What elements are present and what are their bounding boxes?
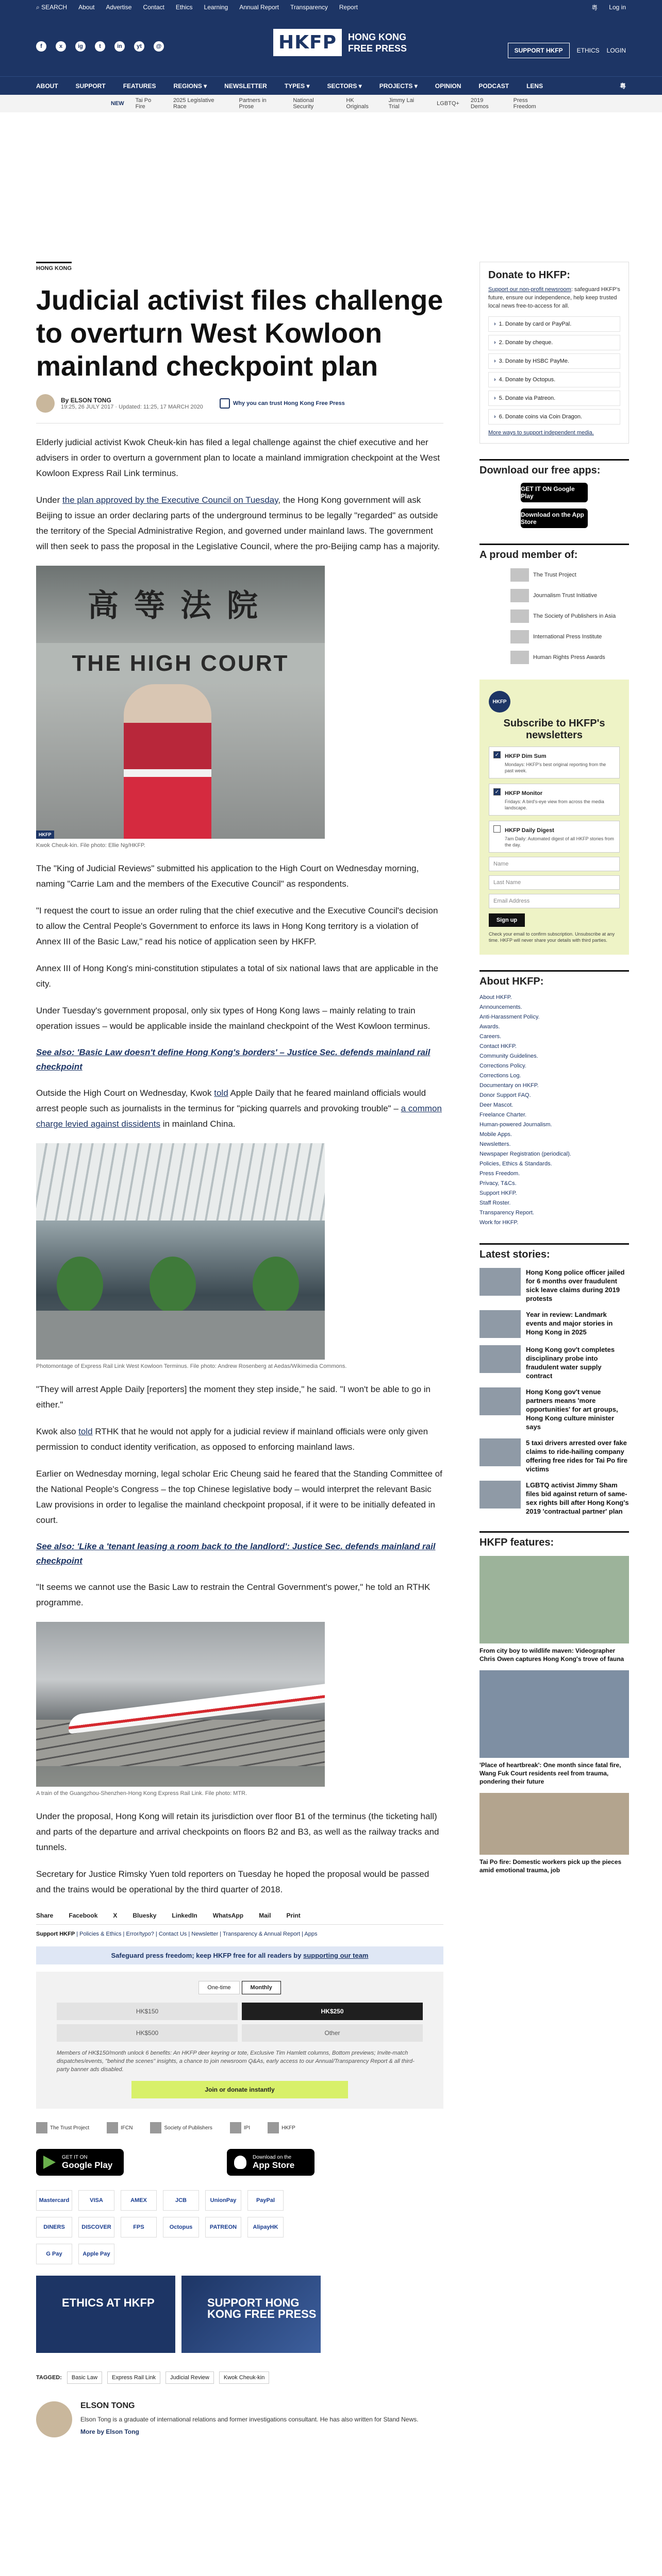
amount-options bbox=[57, 2003, 423, 2042]
top-utility-bar bbox=[0, 0, 662, 14]
visa-icon[interactable]: VISA bbox=[78, 2190, 114, 2211]
ethics-link[interactable]: Ethics bbox=[175, 4, 193, 11]
see-also-link[interactable]: See also: 'Basic Law doesn't define Hong Kong's borders' – Justice Sec. defends mainland rail checkpoint bbox=[36, 1047, 431, 1072]
exco-plan-link[interactable]: the plan approved by the Executive Council on Tuesday bbox=[62, 495, 278, 505]
nav-support[interactable]: SUPPORT bbox=[75, 82, 106, 90]
donate-card-option[interactable]: › 1. Donate by card or PayPal. bbox=[488, 316, 620, 332]
feature-image bbox=[479, 1670, 629, 1758]
google-play-button[interactable]: GET IT ON Google Play bbox=[36, 2149, 124, 2176]
nav-podcast[interactable]: PODCAST bbox=[478, 82, 509, 90]
paragraph: "They will arrest Apple Daily [reporters] the moment they step inside," he said. "I won't be able to go in either." bbox=[36, 1384, 431, 1410]
trending-2019-demos[interactable]: 2019 Demos bbox=[470, 97, 489, 110]
paragraph: "I request the court to issue an order ruling that the chief executive and the Executive Council's decision to allow the Central People's Government to enforce its laws in Hong Kong territory is a violation of Annex III of the Basic Law," read his notice of application seen by HKFP. bbox=[36, 906, 438, 946]
about-item[interactable]: Policies, Ethics & Standards. bbox=[479, 1161, 552, 1167]
donate-title: Donate to HKFP: bbox=[488, 269, 570, 281]
email-input[interactable]: Email Address bbox=[489, 894, 620, 908]
unionpay-icon[interactable]: UnionPay bbox=[205, 2190, 241, 2211]
paragraph: The "King of Judicial Reviews" submitted his application to the High Court on Wednesday morning, naming "Carrie Lam and the members of the Executive Council" as respondents. bbox=[36, 863, 419, 889]
membership-note: Members of HK$150/month unlock 6 benefits: An HKFP deer keyring or tote, Exclusive Tim Hamlett columns, Bottom previews; Invite-match dispatches/events, "behind the scenes" insights, a chance to join newsroom Q&As, early access to our Annual/Transparency Report & all third-party banner ads disabled. bbox=[57, 2050, 415, 2073]
article-category[interactable]: HONG KONG bbox=[36, 262, 72, 272]
paragraph: Kwok also told RTHK that he would not apply for a judicial review if mainland officials were only given permission to conduct identity verification, as opposed to enforcing mainland laws. bbox=[36, 1427, 428, 1452]
newsletter-link[interactable]: Newsletter bbox=[191, 1931, 219, 1937]
facebook-icon[interactable]: f bbox=[36, 41, 46, 52]
story-thumbnail bbox=[479, 1481, 521, 1509]
hkfp-badge-icon: HKFP bbox=[489, 691, 510, 713]
fps-icon[interactable]: FPS bbox=[121, 2217, 157, 2238]
one-time-tab[interactable]: One-time bbox=[198, 1981, 239, 1994]
article-date: 19:25, 26 JULY 2017 · Updated: 11:25, 17 MARCH 2020 bbox=[61, 404, 203, 410]
share-print[interactable]: Print bbox=[286, 1912, 301, 1919]
about-item[interactable]: Announcements. bbox=[479, 1004, 522, 1010]
paragraph: Outside the High Court on Wednesday, Kwok told Apple Daily that he feared mainland officials would arrest people such as journalists in the terminus for "picking quarrels and provoking trouble" – a common charge levied against dissidents in mainland China. bbox=[36, 1088, 442, 1129]
author-name[interactable]: By ELSON TONG bbox=[61, 397, 111, 404]
gpay-icon[interactable]: G Pay bbox=[36, 2244, 72, 2264]
latest-story[interactable]: Year in review: Landmark events and major stories in Hong Kong in 2025 bbox=[479, 1310, 629, 1338]
about-item[interactable]: Contact HKFP. bbox=[479, 1043, 517, 1049]
newsletter-monitor[interactable]: ✓ HKFP Monitor Fridays: A bird's-eye view from across the media landscape. bbox=[489, 784, 620, 816]
donate-payme-option[interactable]: › 3. Donate by HSBC PayMe. bbox=[488, 353, 620, 369]
tags-label: TAGGED: bbox=[36, 2375, 62, 2381]
paragraph: Elderly judicial activist Kwok Cheuk-kin has filed a legal challenge against the chief executive and her advisers in order to overturn a government plan to locate a mainland immigration checkpoint at the West Kowloon Express Rail Link terminus. bbox=[36, 437, 440, 478]
transparency-link[interactable]: Transparency bbox=[290, 4, 328, 11]
nav-lens[interactable]: LENS bbox=[526, 82, 543, 90]
paragraph: "It seems we cannot use the Basic Law to restrain the Central Government's power," he told an RTHK programme. bbox=[36, 1582, 431, 1607]
policy-links: Support HKFP | Policies & Ethics | Error/typo? | Contact Us | Newsletter | Transparency & Annual Report | Apps bbox=[36, 1931, 318, 1937]
amount-250[interactable]: HK$250 bbox=[242, 2003, 423, 2020]
app-store-button[interactable]: Download on the App Store bbox=[227, 2149, 315, 2176]
topbar-login[interactable]: Log in bbox=[609, 4, 626, 11]
about-item[interactable]: Mobile Apps. bbox=[479, 1131, 512, 1138]
checkbox-checked-icon[interactable]: ✓ bbox=[493, 751, 501, 758]
about-item[interactable]: Anti-Harassment Policy. bbox=[479, 1014, 540, 1020]
trust-link[interactable]: Why you can trust Hong Kong Free Press bbox=[220, 398, 345, 409]
feature-card[interactable]: From city boy to wildlife maven: Videographer Chris Owen captures Hong Kong's trove of fauna bbox=[479, 1556, 629, 1663]
checkbox-checked-icon[interactable]: ✓ bbox=[493, 788, 501, 795]
nav-opinion[interactable]: OPINION bbox=[435, 82, 461, 90]
share-facebook[interactable]: Facebook bbox=[69, 1912, 98, 1919]
frequency-toggle bbox=[57, 1981, 423, 1994]
trending-nav bbox=[0, 95, 662, 112]
amex-icon[interactable]: AMEX bbox=[121, 2190, 157, 2211]
header-actions bbox=[508, 43, 626, 58]
share-label: Share bbox=[36, 1912, 54, 1919]
amount-150[interactable]: HK$150 bbox=[57, 2003, 238, 2020]
member-ipi[interactable]: International Press Institute bbox=[510, 630, 629, 643]
sidebar bbox=[479, 262, 629, 1874]
story-thumbnail bbox=[479, 1438, 521, 1466]
latest-story[interactable]: Hong Kong police officer jailed for 6 months over fraudulent sick leave claims during 2019 protests bbox=[479, 1268, 629, 1303]
nav-regions[interactable]: REGIONS ▾ bbox=[173, 82, 207, 90]
nav-language[interactable]: 粵 bbox=[619, 82, 626, 90]
support-banner[interactable]: SUPPORT HONG KONG FREE PRESS bbox=[181, 2276, 321, 2353]
figure-train bbox=[36, 1622, 443, 1798]
sidebar-app-store[interactable]: Download on the App Store bbox=[521, 509, 588, 528]
share-x[interactable]: X bbox=[113, 1912, 118, 1919]
newsletter-daily-digest[interactable]: HKFP Daily Digest 7am Daily: Automated digest of all HKFP stories from the day. bbox=[489, 821, 620, 853]
language-link[interactable]: 粵 bbox=[591, 4, 598, 11]
about-item[interactable]: Community Guidelines. bbox=[479, 1053, 538, 1059]
annual-report-link[interactable]: Annual Report bbox=[239, 4, 279, 11]
search-link[interactable]: ⌕ SEARCH bbox=[36, 3, 68, 11]
about-item[interactable]: Freelance Charter. bbox=[479, 1112, 527, 1118]
paragraph: Under Tuesday's government proposal, only six types of Hong Kong laws – mainly relating to train operation issues – would be applicable inside the mainland checkpoint of the West Kowloon terminus. bbox=[36, 1006, 431, 1031]
story-thumbnail bbox=[479, 1310, 521, 1338]
about-item[interactable]: Corrections Policy. bbox=[479, 1063, 526, 1069]
applepay-icon[interactable]: Apple Pay bbox=[78, 2244, 114, 2264]
figure-kwok bbox=[36, 566, 443, 850]
logo-mark: HKFP bbox=[273, 29, 342, 56]
apps-title: Download our free apps: bbox=[479, 459, 629, 477]
author-bio: Elson Tong is a graduate of international relations and former investigations consultant. He has also written for Stand News. bbox=[80, 2416, 419, 2423]
about-item[interactable]: Donor Support FAQ. bbox=[479, 1092, 531, 1098]
hkfp-logo-small[interactable]: HKFP bbox=[268, 2122, 295, 2133]
donate-intro: Support our non-profit newsroom: safeguard HKFP's future, ensure our independence, help keep trusted local news free-to-access for all. bbox=[488, 286, 620, 309]
about-item[interactable]: Newspaper Registration (periodical). bbox=[479, 1151, 571, 1157]
latest-story[interactable]: LGBTQ activist Jimmy Sham files bid against return of same-sex rights bill after Hong Kong's 2019 'contractual partner' plan bbox=[479, 1481, 629, 1516]
checkbox-icon[interactable] bbox=[493, 825, 501, 833]
jcb-icon[interactable]: JCB bbox=[163, 2190, 199, 2211]
donate-coins-option[interactable]: › 6. Donate coins via Coin Dragon. bbox=[488, 409, 620, 425]
paypal-icon[interactable]: PayPal bbox=[247, 2190, 284, 2211]
nav-sectors[interactable]: SECTORS ▾ bbox=[327, 82, 362, 90]
signup-button[interactable]: Sign up bbox=[489, 913, 525, 927]
newsletter-dim-sum[interactable]: ✓ HKFP Dim Sum Mondays: HKFP's best original reporting from the past week. bbox=[489, 747, 620, 778]
nav-types[interactable]: TYPES ▾ bbox=[284, 82, 310, 90]
about-item[interactable]: Documentary on HKFP. bbox=[479, 1082, 539, 1089]
donate-options bbox=[488, 316, 620, 425]
dissidents-link[interactable]: a common charge levied against dissidents bbox=[36, 1104, 442, 1129]
about-item[interactable]: Work for HKFP. bbox=[479, 1219, 519, 1226]
latest-title: Latest stories: bbox=[479, 1243, 629, 1261]
support-hkfp-button[interactable]: SUPPORT HKFP bbox=[508, 43, 570, 58]
trust-badge-icon bbox=[220, 398, 230, 409]
newsletter-title: Subscribe to HKFP's newsletters bbox=[503, 718, 605, 741]
feature-card[interactable]: Tai Po fire: Domestic workers pick up the pieces amid emotional trauma, job bbox=[479, 1793, 629, 1874]
ethics-banner[interactable]: ETHICS AT HKFP bbox=[36, 2276, 175, 2353]
paragraph: Secretary for Justice Rimsky Yuen told reporters on Tuesday he hoped the proposal would be passed and the trains would be operational by the third quarter of 2018. bbox=[36, 1869, 429, 1894]
member-list bbox=[479, 568, 629, 664]
rthk-link[interactable]: told bbox=[78, 1427, 93, 1436]
more-ways-link[interactable]: More ways to support independent media. bbox=[488, 430, 594, 436]
social-links bbox=[36, 41, 164, 52]
share-linkedin[interactable]: LinkedIn bbox=[172, 1912, 197, 1919]
feature-image bbox=[479, 1556, 629, 1643]
sopa-logo[interactable]: Society of Publishers bbox=[150, 2122, 212, 2133]
sidebar-google-play[interactable]: GET IT ON Google Play bbox=[521, 483, 588, 502]
member-hrpa[interactable]: Human Rights Press Awards bbox=[510, 651, 629, 664]
mastercard-icon[interactable]: Mastercard bbox=[36, 2190, 72, 2211]
about-item[interactable]: Support HKFP. bbox=[479, 1190, 517, 1196]
article bbox=[36, 262, 443, 2437]
latest-story[interactable]: Hong Kong gov't venue partners means 'more opportunities' for art groups, Hong Kong culture minister says bbox=[479, 1387, 629, 1431]
terminus-photo bbox=[36, 1143, 325, 1360]
search-icon: ⌕ bbox=[36, 3, 40, 11]
latest-story[interactable]: Hong Kong gov't completes disciplinary probe into fraudulent water supply contract bbox=[479, 1345, 629, 1380]
octopus-icon[interactable]: Octopus bbox=[163, 2217, 199, 2238]
trust-project-logo[interactable]: The Trust Project bbox=[36, 2122, 89, 2133]
story-thumbnail bbox=[479, 1345, 521, 1373]
latest-story[interactable]: 5 taxi drivers arrested over fake claims to ride-hailing company offering free rides for Tai Po fire victims bbox=[479, 1438, 629, 1473]
donate-patreon-option[interactable]: › 5. Donate via Patreon. bbox=[488, 391, 620, 406]
tag-judicial-review[interactable]: Judicial Review bbox=[166, 2371, 214, 2384]
discover-icon[interactable]: DISCOVER bbox=[78, 2217, 114, 2238]
patreon-icon[interactable]: PATREON bbox=[205, 2217, 241, 2238]
paragraph: Earlier on Wednesday morning, legal scholar Eric Cheung said he feared that the Standing Committee of the National People's Congress – the top Chinese legislative body – would interpret the relevant Basic Law provisions in order to legalise the mainland checkpoint proposal, if it were to be initially defeated in court. bbox=[36, 1469, 442, 1525]
author-box-name[interactable]: ELSON TONG bbox=[80, 2401, 135, 2410]
monthly-tab[interactable]: Monthly bbox=[242, 1981, 281, 1994]
last-name-input[interactable]: Last Name bbox=[489, 875, 620, 890]
newsletter-note: Check your email to confirm subscription. Unsubscribe at any time. HKFP will never share your details with third parties. bbox=[489, 931, 615, 943]
author-avatar bbox=[36, 394, 55, 413]
paragraph: Annex III of Hong Kong's mini-constitution stipulates a total of six national laws that are applicable in the city. bbox=[36, 963, 439, 989]
trending-press-freedom[interactable]: Press Freedom bbox=[513, 97, 536, 110]
apps-link[interactable]: Apps bbox=[304, 1931, 318, 1937]
nonprofit-link[interactable]: Support our non-profit newsroom bbox=[488, 286, 571, 293]
about-title: About HKFP: bbox=[479, 970, 629, 988]
train-photo bbox=[36, 1622, 325, 1787]
paragraph: Under the plan approved by the Executive Council on Tuesday, the Hong Kong government will ask Beijing to issue an order declaring parts of the underground terminus to be legally "regarded" as outside the territory of the Special Administrative Region, and governed under mainland laws. The government will then seek to pass the proposal in the Legislative Council, where the pro-Beijing camp has a majority. bbox=[36, 495, 440, 551]
member-jti[interactable]: Journalism Trust Initiative bbox=[510, 589, 629, 602]
error-link[interactable]: Error/typo? bbox=[126, 1931, 154, 1937]
advertise-link[interactable]: Advertise bbox=[106, 4, 132, 11]
contact-us-link[interactable]: Contact Us bbox=[158, 1931, 187, 1937]
share-mail[interactable]: Mail bbox=[259, 1912, 271, 1919]
trending-lgbtq[interactable]: LGBTQ+ bbox=[437, 100, 459, 107]
share-bluesky[interactable]: Bluesky bbox=[133, 1912, 157, 1919]
member-title: A proud member of: bbox=[479, 544, 629, 561]
donate-widget bbox=[36, 1972, 443, 2109]
trending-partners-in-prose[interactable]: Partners in Prose bbox=[239, 97, 267, 110]
member-trust-project[interactable]: The Trust Project bbox=[510, 568, 629, 582]
byline bbox=[36, 394, 443, 413]
features-section bbox=[479, 1531, 629, 1874]
logo-text: HONG KONG FREE PRESS bbox=[348, 31, 407, 54]
login-link-header[interactable]: LOGIN bbox=[606, 47, 626, 54]
share-bar bbox=[36, 1912, 443, 1925]
member-sopa[interactable]: The Society of Publishers in Asia bbox=[510, 609, 629, 623]
new-label: NEW bbox=[111, 100, 124, 107]
policy-ethics-link[interactable]: Policies & Ethics bbox=[79, 1931, 122, 1937]
about-item[interactable]: About HKFP. bbox=[479, 994, 512, 1001]
site-logo[interactable] bbox=[273, 29, 407, 56]
about-item[interactable]: Privacy, T&Cs. bbox=[479, 1180, 517, 1187]
features-title: HKFP features: bbox=[479, 1531, 629, 1549]
about-item[interactable]: Staff Roster. bbox=[479, 1200, 511, 1206]
nav-features[interactable]: FEATURES bbox=[123, 82, 156, 90]
amount-500[interactable]: HK$500 bbox=[57, 2024, 238, 2042]
donate-panel bbox=[479, 262, 629, 444]
about-link[interactable]: About bbox=[78, 4, 95, 11]
story-thumbnail bbox=[479, 1268, 521, 1296]
donate-cheque-option[interactable]: › 2. Donate by cheque. bbox=[488, 335, 620, 350]
trending-jimmy-lai[interactable]: Jimmy Lai Trial bbox=[388, 97, 415, 110]
transparency-link[interactable]: Transparency & Annual Report bbox=[223, 1931, 301, 1937]
author-box bbox=[36, 2401, 443, 2437]
tag-express-rail[interactable]: Express Rail Link bbox=[107, 2371, 160, 2384]
author-photo bbox=[36, 2401, 72, 2437]
support-link[interactable]: Support HKFP bbox=[36, 1931, 75, 1937]
tag-kwok[interactable]: Kwok Cheuk-kin bbox=[219, 2371, 269, 2384]
about-item[interactable]: Press Freedom. bbox=[479, 1171, 520, 1177]
feature-card[interactable]: 'Place of heartbreak': One month since fatal fire, Wang Fuk Court residents reel from trauma, pondering their future bbox=[479, 1670, 629, 1786]
amount-other[interactable]: Other bbox=[242, 2024, 423, 2042]
member-section bbox=[479, 544, 629, 664]
x-icon[interactable]: x bbox=[56, 41, 66, 52]
newsletter-signup bbox=[479, 680, 629, 955]
latest-section bbox=[479, 1243, 629, 1516]
story-thumbnail bbox=[479, 1387, 521, 1415]
trending-tai-po-fire[interactable]: Tai Po Fire bbox=[135, 97, 152, 110]
press-freedom-banner: Safeguard press freedom; keep HKFP free for all readers by supporting our team bbox=[36, 1946, 443, 1964]
about-item[interactable]: Corrections Log. bbox=[479, 1073, 521, 1079]
contact-link[interactable]: Contact bbox=[143, 4, 164, 11]
kwok-photo: 高等法院 THE HIGH COURT HKFP bbox=[36, 566, 325, 839]
linkedin-icon[interactable]: in bbox=[114, 41, 125, 52]
app-store-buttons bbox=[36, 2149, 443, 2176]
trending-hk-originals[interactable]: HK Originals bbox=[346, 97, 369, 110]
about-item[interactable]: Awards. bbox=[479, 1024, 500, 1030]
about-item[interactable]: Careers. bbox=[479, 1033, 502, 1040]
tags bbox=[36, 2371, 443, 2384]
ethics-link-header[interactable]: ETHICS bbox=[576, 47, 600, 54]
more-by-author-link[interactable]: More by Elson Tong bbox=[80, 2428, 139, 2435]
caption: Kwok Cheuk-kin. File photo: Ellie Ng/HKFP. bbox=[36, 842, 145, 849]
about-item[interactable]: Newsletters. bbox=[479, 1141, 511, 1147]
member-logos bbox=[36, 2122, 443, 2133]
trending-national-security[interactable]: National Security bbox=[293, 97, 314, 110]
nav-about[interactable]: ABOUT bbox=[36, 82, 58, 90]
figure-terminus bbox=[36, 1143, 443, 1370]
caption: A train of the Guangzhou-Shenzhen-Hong Kong Express Rail Link. File photo: MTR. bbox=[36, 1790, 247, 1797]
nav-newsletter[interactable]: NEWSLETTER bbox=[224, 82, 267, 90]
join-donate-button[interactable]: Join or donate instantly bbox=[131, 2081, 348, 2098]
about-section bbox=[479, 970, 629, 1228]
paragraph: Under the proposal, Hong Kong will retain its jurisdiction over floor B1 of the terminus (the ticketing hall) and parts of the departure and arrival checkpoints on floors B2 and B3, as well as the railway tracks and tunnels. bbox=[36, 1811, 439, 1852]
see-also-link[interactable]: See also: 'Like a 'tenant leasing a room back to the landlord': Justice Sec. defends mainland rail checkpoint bbox=[36, 1541, 436, 1566]
apple-daily-link[interactable]: told bbox=[214, 1088, 228, 1098]
nav-projects[interactable]: PROJECTS ▾ bbox=[379, 82, 418, 90]
learning-link[interactable]: Learning bbox=[204, 4, 228, 11]
apps-section bbox=[479, 459, 629, 528]
site-header bbox=[0, 14, 662, 76]
telegram-icon[interactable]: t bbox=[95, 41, 105, 52]
donate-octopus-option[interactable]: › 4. Donate by Octopus. bbox=[488, 372, 620, 387]
about-item[interactable]: Transparency Report. bbox=[479, 1210, 534, 1216]
payment-methods bbox=[36, 2190, 325, 2264]
about-item[interactable]: Human-powered Journalism. bbox=[479, 1122, 552, 1128]
supporting-team-link[interactable]: supporting our team bbox=[303, 1952, 369, 1959]
diners-icon[interactable]: DINERS bbox=[36, 2217, 72, 2238]
instagram-icon[interactable]: ig bbox=[75, 41, 86, 52]
name-input[interactable]: Name bbox=[489, 857, 620, 871]
about-item[interactable]: Deer Mascot. bbox=[479, 1102, 514, 1108]
article-title: Judicial activist files challenge to overturn West Kowloon mainland checkpoint plan bbox=[36, 285, 443, 382]
share-whatsapp[interactable]: WhatsApp bbox=[212, 1912, 244, 1919]
youtube-icon[interactable]: yt bbox=[134, 41, 144, 52]
threads-icon[interactable]: @ bbox=[154, 41, 164, 52]
alipay-icon[interactable]: AlipayHK bbox=[247, 2217, 284, 2238]
ipi-logo[interactable]: IPI bbox=[230, 2122, 250, 2133]
feature-image bbox=[479, 1793, 629, 1855]
promo-banners bbox=[36, 2276, 443, 2353]
tag-basic-law[interactable]: Basic Law bbox=[67, 2371, 102, 2384]
ifcn-logo[interactable]: IFCN bbox=[107, 2122, 133, 2133]
report-link[interactable]: Report bbox=[339, 4, 358, 11]
trending-legco-race[interactable]: 2025 Legislative Race bbox=[173, 97, 214, 110]
main-nav bbox=[0, 76, 662, 95]
about-list bbox=[479, 993, 629, 1228]
caption: Photomontage of Express Rail Link West Kowloon Terminus. File photo: Andrew Rosenberg at Aedas/Wikimedia Commons. bbox=[36, 1363, 347, 1369]
